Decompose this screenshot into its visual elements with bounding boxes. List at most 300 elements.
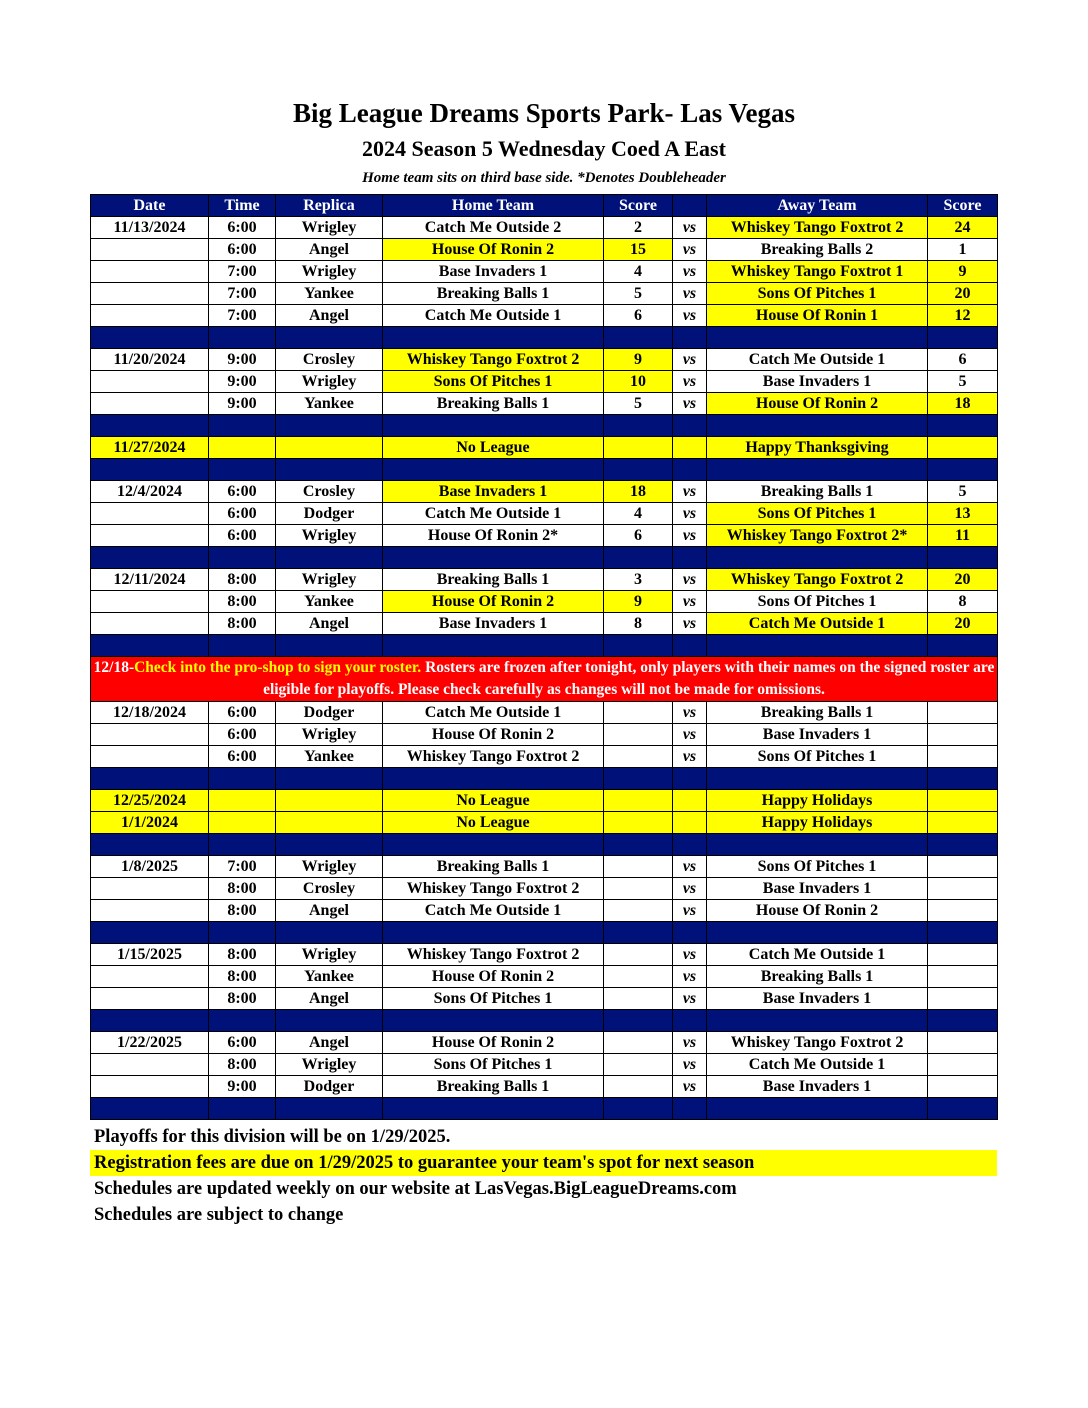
date-cell (91, 591, 209, 613)
separator-row (91, 635, 998, 657)
home-team-cell: House Of Ronin 2 (383, 966, 604, 988)
away-score-cell: 6 (928, 349, 998, 371)
vs-cell: vs (673, 613, 707, 635)
away-score-cell (928, 988, 998, 1010)
time-cell: 8:00 (209, 966, 276, 988)
separator-cell (276, 415, 383, 437)
separator-cell (276, 1098, 383, 1120)
registration-note: Registration fees are due on 1/29/2025 to guarantee your team's spot for next season (90, 1150, 997, 1176)
vs-cell: vs (673, 944, 707, 966)
away-team-cell: Sons Of Pitches 1 (707, 503, 928, 525)
separator-cell (604, 768, 673, 790)
header-home-score: Score (604, 195, 673, 217)
separator-row (91, 834, 998, 856)
date-cell: 1/22/2025 (91, 1032, 209, 1054)
home-score-cell: 15 (604, 239, 673, 261)
home-score-cell: 8 (604, 613, 673, 635)
home-team-cell: Sons Of Pitches 1 (383, 1054, 604, 1076)
separator-cell (91, 635, 209, 657)
separator-cell (383, 768, 604, 790)
replica-cell: Dodger (276, 702, 383, 724)
game-row (91, 349, 998, 371)
footer (90, 1124, 997, 1228)
home-score-cell (604, 746, 673, 768)
home-team-cell: House Of Ronin 2 (383, 1032, 604, 1054)
game-row (91, 283, 998, 305)
separator-cell (209, 327, 276, 349)
away-score-cell: 12 (928, 305, 998, 327)
home-score-cell: 18 (604, 481, 673, 503)
vs-cell: vs (673, 878, 707, 900)
home-team-cell: No League (383, 812, 604, 834)
away-score-cell (928, 790, 998, 812)
separator-cell (673, 768, 707, 790)
game-row (91, 393, 998, 415)
date-cell (91, 239, 209, 261)
home-score-cell (604, 790, 673, 812)
separator-cell (673, 1010, 707, 1032)
game-row (91, 591, 998, 613)
time-cell: 7:00 (209, 283, 276, 305)
separator-cell (928, 834, 998, 856)
home-score-cell (604, 1076, 673, 1098)
home-team-cell: Catch Me Outside 1 (383, 702, 604, 724)
game-row (91, 613, 998, 635)
away-team-cell: Breaking Balls 1 (707, 481, 928, 503)
separator-row (91, 547, 998, 569)
away-team-cell: Happy Holidays (707, 790, 928, 812)
time-cell: 8:00 (209, 591, 276, 613)
time-cell: 8:00 (209, 569, 276, 591)
schedule-table (90, 194, 998, 1120)
home-team-cell: Breaking Balls 1 (383, 856, 604, 878)
away-score-cell (928, 437, 998, 459)
separator-cell (604, 327, 673, 349)
separator-cell (604, 635, 673, 657)
vs-cell: vs (673, 746, 707, 768)
vs-cell: vs (673, 900, 707, 922)
notice-date: 12/18- (93, 659, 135, 676)
replica-cell: Dodger (276, 503, 383, 525)
separator-cell (91, 415, 209, 437)
date-cell: 11/20/2024 (91, 349, 209, 371)
vs-cell: vs (673, 393, 707, 415)
time-cell: 9:00 (209, 393, 276, 415)
replica-cell: Yankee (276, 283, 383, 305)
vs-cell: vs (673, 503, 707, 525)
date-cell (91, 393, 209, 415)
away-score-cell (928, 944, 998, 966)
vs-cell: vs (673, 1076, 707, 1098)
date-cell (91, 525, 209, 547)
home-team-cell: Catch Me Outside 1 (383, 305, 604, 327)
separator-cell (383, 327, 604, 349)
separator-cell (276, 459, 383, 481)
game-row (91, 569, 998, 591)
separator-cell (276, 768, 383, 790)
replica-cell (276, 437, 383, 459)
separator-cell (707, 1010, 928, 1032)
time-cell (209, 437, 276, 459)
date-cell: 12/4/2024 (91, 481, 209, 503)
vs-cell: vs (673, 724, 707, 746)
replica-cell: Angel (276, 305, 383, 327)
replica-cell: Wrigley (276, 724, 383, 746)
away-team-cell: Happy Holidays (707, 812, 928, 834)
game-row (91, 900, 998, 922)
game-row (91, 988, 998, 1010)
separator-cell (276, 547, 383, 569)
home-team-cell: Sons Of Pitches 1 (383, 988, 604, 1010)
home-score-cell (604, 1054, 673, 1076)
separator-cell (383, 1010, 604, 1032)
home-team-cell: Catch Me Outside 1 (383, 503, 604, 525)
time-cell (209, 812, 276, 834)
replica-cell: Wrigley (276, 525, 383, 547)
header-date: Date (91, 195, 209, 217)
home-score-cell: 9 (604, 591, 673, 613)
date-cell (91, 878, 209, 900)
separator-row (91, 768, 998, 790)
game-row (91, 1032, 998, 1054)
no-league-row (91, 437, 998, 459)
replica-cell: Angel (276, 239, 383, 261)
time-cell: 8:00 (209, 613, 276, 635)
date-cell: 1/15/2025 (91, 944, 209, 966)
away-team-cell: Catch Me Outside 1 (707, 349, 928, 371)
separator-cell (928, 768, 998, 790)
away-score-cell: 13 (928, 503, 998, 525)
separator-cell (276, 327, 383, 349)
home-team-cell: Whiskey Tango Foxtrot 2 (383, 349, 604, 371)
time-cell: 8:00 (209, 944, 276, 966)
separator-cell (928, 415, 998, 437)
separator-cell (707, 459, 928, 481)
separator-row (91, 922, 998, 944)
home-team-cell: Breaking Balls 1 (383, 1076, 604, 1098)
away-score-cell: 5 (928, 481, 998, 503)
roster-notice (91, 657, 998, 702)
separator-cell (707, 635, 928, 657)
away-team-cell: Sons Of Pitches 1 (707, 746, 928, 768)
home-score-cell (604, 988, 673, 1010)
date-cell (91, 1076, 209, 1098)
replica-cell: Wrigley (276, 1054, 383, 1076)
separator-cell (707, 1098, 928, 1120)
replica-cell: Wrigley (276, 944, 383, 966)
header-home-team: Home Team (383, 195, 604, 217)
away-team-cell: Sons Of Pitches 1 (707, 283, 928, 305)
game-row (91, 746, 998, 768)
home-score-cell: 2 (604, 217, 673, 239)
no-league-row (91, 790, 998, 812)
away-team-cell: Happy Thanksgiving (707, 437, 928, 459)
separator-cell (276, 635, 383, 657)
header-replica: Replica (276, 195, 383, 217)
home-score-cell (604, 1032, 673, 1054)
separator-cell (91, 1098, 209, 1120)
home-team-cell: Breaking Balls 1 (383, 283, 604, 305)
replica-cell: Yankee (276, 591, 383, 613)
home-score-cell: 6 (604, 305, 673, 327)
separator-cell (707, 415, 928, 437)
separator-cell (928, 327, 998, 349)
separator-cell (928, 922, 998, 944)
replica-cell: Angel (276, 1032, 383, 1054)
separator-cell (209, 1010, 276, 1032)
date-cell: 11/27/2024 (91, 437, 209, 459)
away-team-cell: Catch Me Outside 1 (707, 613, 928, 635)
away-score-cell: 8 (928, 591, 998, 613)
separator-cell (673, 459, 707, 481)
replica-cell: Wrigley (276, 856, 383, 878)
away-score-cell: 1 (928, 239, 998, 261)
home-team-cell: Whiskey Tango Foxtrot 2 (383, 746, 604, 768)
header-away-team: Away Team (707, 195, 928, 217)
page-title: Big League Dreams Sports Park- Las Vegas (292, 98, 796, 128)
time-cell: 6:00 (209, 746, 276, 768)
separator-cell (673, 635, 707, 657)
time-cell: 6:00 (209, 217, 276, 239)
home-score-cell: 6 (604, 525, 673, 547)
time-cell: 6:00 (209, 481, 276, 503)
game-row (91, 261, 998, 283)
separator-cell (673, 327, 707, 349)
vs-cell: vs (673, 371, 707, 393)
header-time: Time (209, 195, 276, 217)
away-score-cell (928, 724, 998, 746)
vs-cell: vs (673, 305, 707, 327)
home-team-cell: House Of Ronin 2 (383, 724, 604, 746)
separator-cell (707, 547, 928, 569)
separator-cell (383, 459, 604, 481)
home-score-cell (604, 437, 673, 459)
vs-cell: vs (673, 702, 707, 724)
away-score-cell: 20 (928, 283, 998, 305)
separator-cell (604, 922, 673, 944)
away-team-cell: Base Invaders 1 (707, 1076, 928, 1098)
home-score-cell (604, 702, 673, 724)
away-score-cell: 20 (928, 569, 998, 591)
away-team-cell: Whiskey Tango Foxtrot 1 (707, 261, 928, 283)
separator-cell (707, 922, 928, 944)
vs-cell: vs (673, 1032, 707, 1054)
home-score-cell: 4 (604, 503, 673, 525)
away-score-cell (928, 856, 998, 878)
vs-cell: vs (673, 261, 707, 283)
separator-cell (276, 1010, 383, 1032)
home-team-cell: Base Invaders 1 (383, 261, 604, 283)
away-team-cell: Breaking Balls 1 (707, 702, 928, 724)
away-team-cell: House Of Ronin 1 (707, 305, 928, 327)
separator-cell (91, 459, 209, 481)
separator-cell (91, 768, 209, 790)
away-team-cell: Base Invaders 1 (707, 724, 928, 746)
separator-cell (928, 1098, 998, 1120)
replica-cell: Crosley (276, 481, 383, 503)
time-cell: 6:00 (209, 1032, 276, 1054)
home-team-cell: Base Invaders 1 (383, 481, 604, 503)
replica-cell: Crosley (276, 878, 383, 900)
game-row (91, 503, 998, 525)
separator-row (91, 1098, 998, 1120)
separator-cell (383, 415, 604, 437)
replica-cell: Wrigley (276, 261, 383, 283)
home-team-cell: Whiskey Tango Foxtrot 2 (383, 878, 604, 900)
home-team-cell: Catch Me Outside 1 (383, 900, 604, 922)
separator-row (91, 459, 998, 481)
time-cell: 7:00 (209, 261, 276, 283)
home-team-cell: House Of Ronin 2 (383, 239, 604, 261)
home-score-cell: 4 (604, 261, 673, 283)
separator-cell (673, 922, 707, 944)
time-cell: 7:00 (209, 856, 276, 878)
separator-cell (707, 768, 928, 790)
separator-cell (383, 922, 604, 944)
header-away-score: Score (928, 195, 998, 217)
away-score-cell: 5 (928, 371, 998, 393)
time-cell: 6:00 (209, 525, 276, 547)
away-team-cell: Catch Me Outside 1 (707, 1054, 928, 1076)
table-header-row (91, 195, 998, 217)
game-row (91, 724, 998, 746)
separator-cell (604, 459, 673, 481)
date-cell (91, 900, 209, 922)
time-cell: 8:00 (209, 1054, 276, 1076)
home-score-cell (604, 812, 673, 834)
away-team-cell: Sons Of Pitches 1 (707, 856, 928, 878)
separator-cell (673, 1098, 707, 1120)
vs-cell: vs (673, 349, 707, 371)
home-score-cell (604, 856, 673, 878)
away-team-cell: Breaking Balls 1 (707, 966, 928, 988)
replica-cell: Wrigley (276, 217, 383, 239)
separator-cell (383, 547, 604, 569)
separator-row (91, 327, 998, 349)
time-cell: 6:00 (209, 724, 276, 746)
date-cell (91, 966, 209, 988)
time-cell: 6:00 (209, 702, 276, 724)
separator-cell (209, 635, 276, 657)
separator-cell (604, 1098, 673, 1120)
vs-cell: vs (673, 283, 707, 305)
home-score-cell: 5 (604, 283, 673, 305)
away-score-cell (928, 966, 998, 988)
away-score-cell: 18 (928, 393, 998, 415)
date-cell (91, 371, 209, 393)
home-score-cell: 9 (604, 349, 673, 371)
separator-cell (91, 834, 209, 856)
separator-cell (276, 922, 383, 944)
away-team-cell: House Of Ronin 2 (707, 393, 928, 415)
game-row (91, 702, 998, 724)
replica-cell (276, 812, 383, 834)
separator-cell (928, 547, 998, 569)
away-score-cell: 9 (928, 261, 998, 283)
separator-cell (604, 415, 673, 437)
separator-cell (673, 415, 707, 437)
separator-cell (91, 1010, 209, 1032)
no-league-row (91, 812, 998, 834)
replica-cell: Angel (276, 613, 383, 635)
separator-cell (209, 547, 276, 569)
home-team-cell: No League (383, 790, 604, 812)
game-row (91, 305, 998, 327)
game-row (91, 1054, 998, 1076)
away-score-cell: 11 (928, 525, 998, 547)
home-score-cell: 3 (604, 569, 673, 591)
time-cell: 9:00 (209, 371, 276, 393)
away-team-cell: Whiskey Tango Foxtrot 2 (707, 1032, 928, 1054)
replica-cell: Dodger (276, 1076, 383, 1098)
separator-cell (209, 459, 276, 481)
separator-cell (707, 327, 928, 349)
change-note: Schedules are subject to change (94, 1205, 344, 1225)
away-team-cell: Whiskey Tango Foxtrot 2* (707, 525, 928, 547)
date-cell (91, 746, 209, 768)
away-score-cell (928, 1032, 998, 1054)
game-row (91, 217, 998, 239)
separator-cell (604, 1010, 673, 1032)
separator-cell (383, 834, 604, 856)
vs-cell: vs (673, 591, 707, 613)
home-team-cell: Breaking Balls 1 (383, 569, 604, 591)
away-score-cell (928, 1054, 998, 1076)
separator-row (91, 1010, 998, 1032)
vs-cell: vs (673, 525, 707, 547)
separator-cell (928, 635, 998, 657)
replica-cell: Wrigley (276, 371, 383, 393)
date-cell: 12/18/2024 (91, 702, 209, 724)
separator-cell (91, 327, 209, 349)
time-cell: 6:00 (209, 503, 276, 525)
vs-cell: vs (673, 988, 707, 1010)
separator-cell (209, 768, 276, 790)
home-score-cell: 10 (604, 371, 673, 393)
date-cell (91, 261, 209, 283)
away-score-cell (928, 812, 998, 834)
date-cell (91, 283, 209, 305)
date-cell: 1/8/2025 (91, 856, 209, 878)
separator-cell (209, 834, 276, 856)
home-score-cell (604, 900, 673, 922)
away-score-cell: 24 (928, 217, 998, 239)
vs-cell (673, 812, 707, 834)
home-team-cell: Base Invaders 1 (383, 613, 604, 635)
game-row (91, 481, 998, 503)
separator-cell (673, 547, 707, 569)
away-team-cell: Whiskey Tango Foxtrot 2 (707, 217, 928, 239)
separator-cell (91, 922, 209, 944)
game-row (91, 856, 998, 878)
notice-text: Rosters are frozen after tonight, only players with their names on the signed roster are eligible for playoffs. Please check carefully as changes will not be made for omissions. (263, 659, 995, 698)
away-score-cell: 20 (928, 613, 998, 635)
separator-cell (276, 834, 383, 856)
home-score-cell (604, 966, 673, 988)
home-score-cell: 5 (604, 393, 673, 415)
date-cell: 11/13/2024 (91, 217, 209, 239)
replica-cell: Wrigley (276, 569, 383, 591)
date-cell (91, 1054, 209, 1076)
separator-cell (673, 834, 707, 856)
game-row (91, 371, 998, 393)
home-team-cell: Sons Of Pitches 1 (383, 371, 604, 393)
time-cell: 9:00 (209, 1076, 276, 1098)
replica-cell: Angel (276, 988, 383, 1010)
away-score-cell (928, 900, 998, 922)
home-team-cell: House Of Ronin 2 (383, 591, 604, 613)
home-team-note: Home team sits on third base side. *Denotes Doubleheader (362, 170, 726, 186)
